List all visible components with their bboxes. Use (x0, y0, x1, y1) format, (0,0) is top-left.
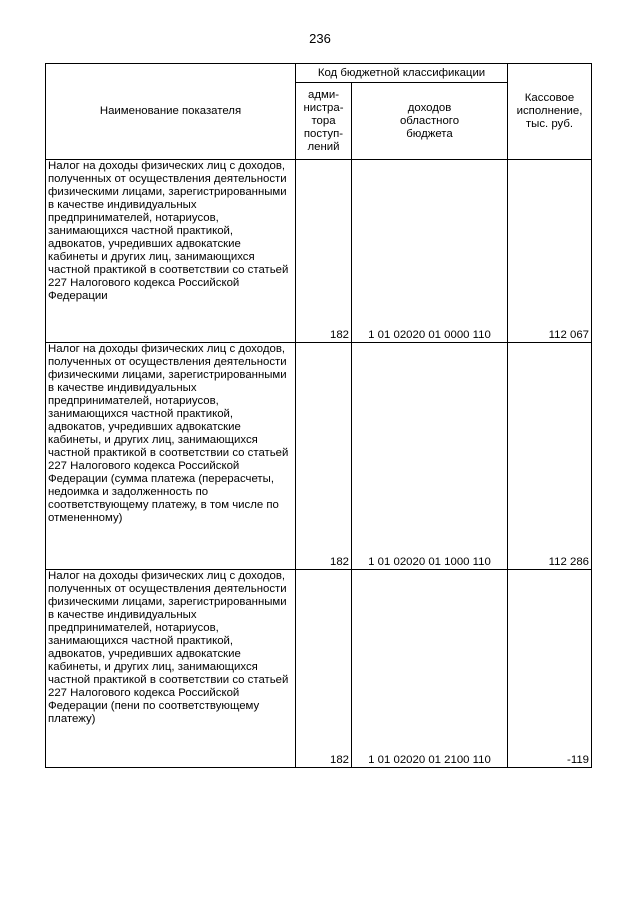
execution-header-text: Кассовое исполнение, тыс. руб. (516, 92, 583, 130)
column-header-income (352, 83, 508, 160)
column-header-admin (296, 83, 352, 160)
budget-table (45, 63, 592, 768)
header-row-1 (46, 64, 592, 83)
row-execution-value: -119 (508, 570, 592, 768)
column-header-name: Наименование показателя (46, 64, 296, 160)
table-row (46, 343, 592, 570)
row-name: Налог на доходы физических лиц с доходов, полученных от осуществления деятельности физическими лицами, зарегистрированными в качестве индивидуальных предпринимателей, нотариусов, занимающихся частной практикой, адвокатов, учредивших адвокатские кабинеты и других лиц, занимающихся частной практикой в соответствии со статьей 227 Налогового кодекса Российской Федерации (46, 160, 296, 343)
row-admin-code: 182 (296, 160, 352, 343)
admin-header-text: адми- нистра- тора поступ- лений (303, 88, 344, 153)
row-name: Налог на доходы физических лиц с доходов, полученных от осуществления деятельности физическими лицами, зарегистрированными в качестве индивидуальных предпринимателей, нотариусов, занимающихся частной практикой, адвокатов, учредивших адвокатские кабинеты, и других лиц, занимающихся частной практикой в соответствии со статьей 227 Налогового кодекса Российской Федерации (пени по соответствующему платежу) (46, 570, 296, 768)
row-execution-value: 112 286 (508, 343, 592, 570)
row-budget-code: 1 01 02020 01 2100 110 (352, 570, 508, 768)
row-name: Налог на доходы физических лиц с доходов, полученных от осуществления деятельности физическими лицами, зарегистрированными в качестве индивидуальных предпринимателей, нотариусов, занимающихся частной практикой, адвокатов, учредивших адвокатские кабинеты, и других лиц, занимающихся частной практикой в соответствии со статьей 227 Налогового кодекса Российской Федерации (сумма платежа (перерасчеты, недоимка и задолженность по соответствующему платежу, в том числе по отмененному) (46, 343, 296, 570)
column-header-execution (508, 64, 592, 160)
page-number: 236 (309, 31, 331, 46)
row-admin-code: 182 (296, 570, 352, 768)
row-budget-code: 1 01 02020 01 0000 110 (352, 160, 508, 343)
table-row (46, 570, 592, 768)
row-execution-value: 112 067 (508, 160, 592, 343)
income-header-text: доходов областного бюджета (399, 101, 460, 140)
column-header-code-group: Код бюджетной классификации (296, 64, 508, 83)
row-admin-code: 182 (296, 343, 352, 570)
table-row (46, 160, 592, 343)
row-budget-code: 1 01 02020 01 1000 110 (352, 343, 508, 570)
